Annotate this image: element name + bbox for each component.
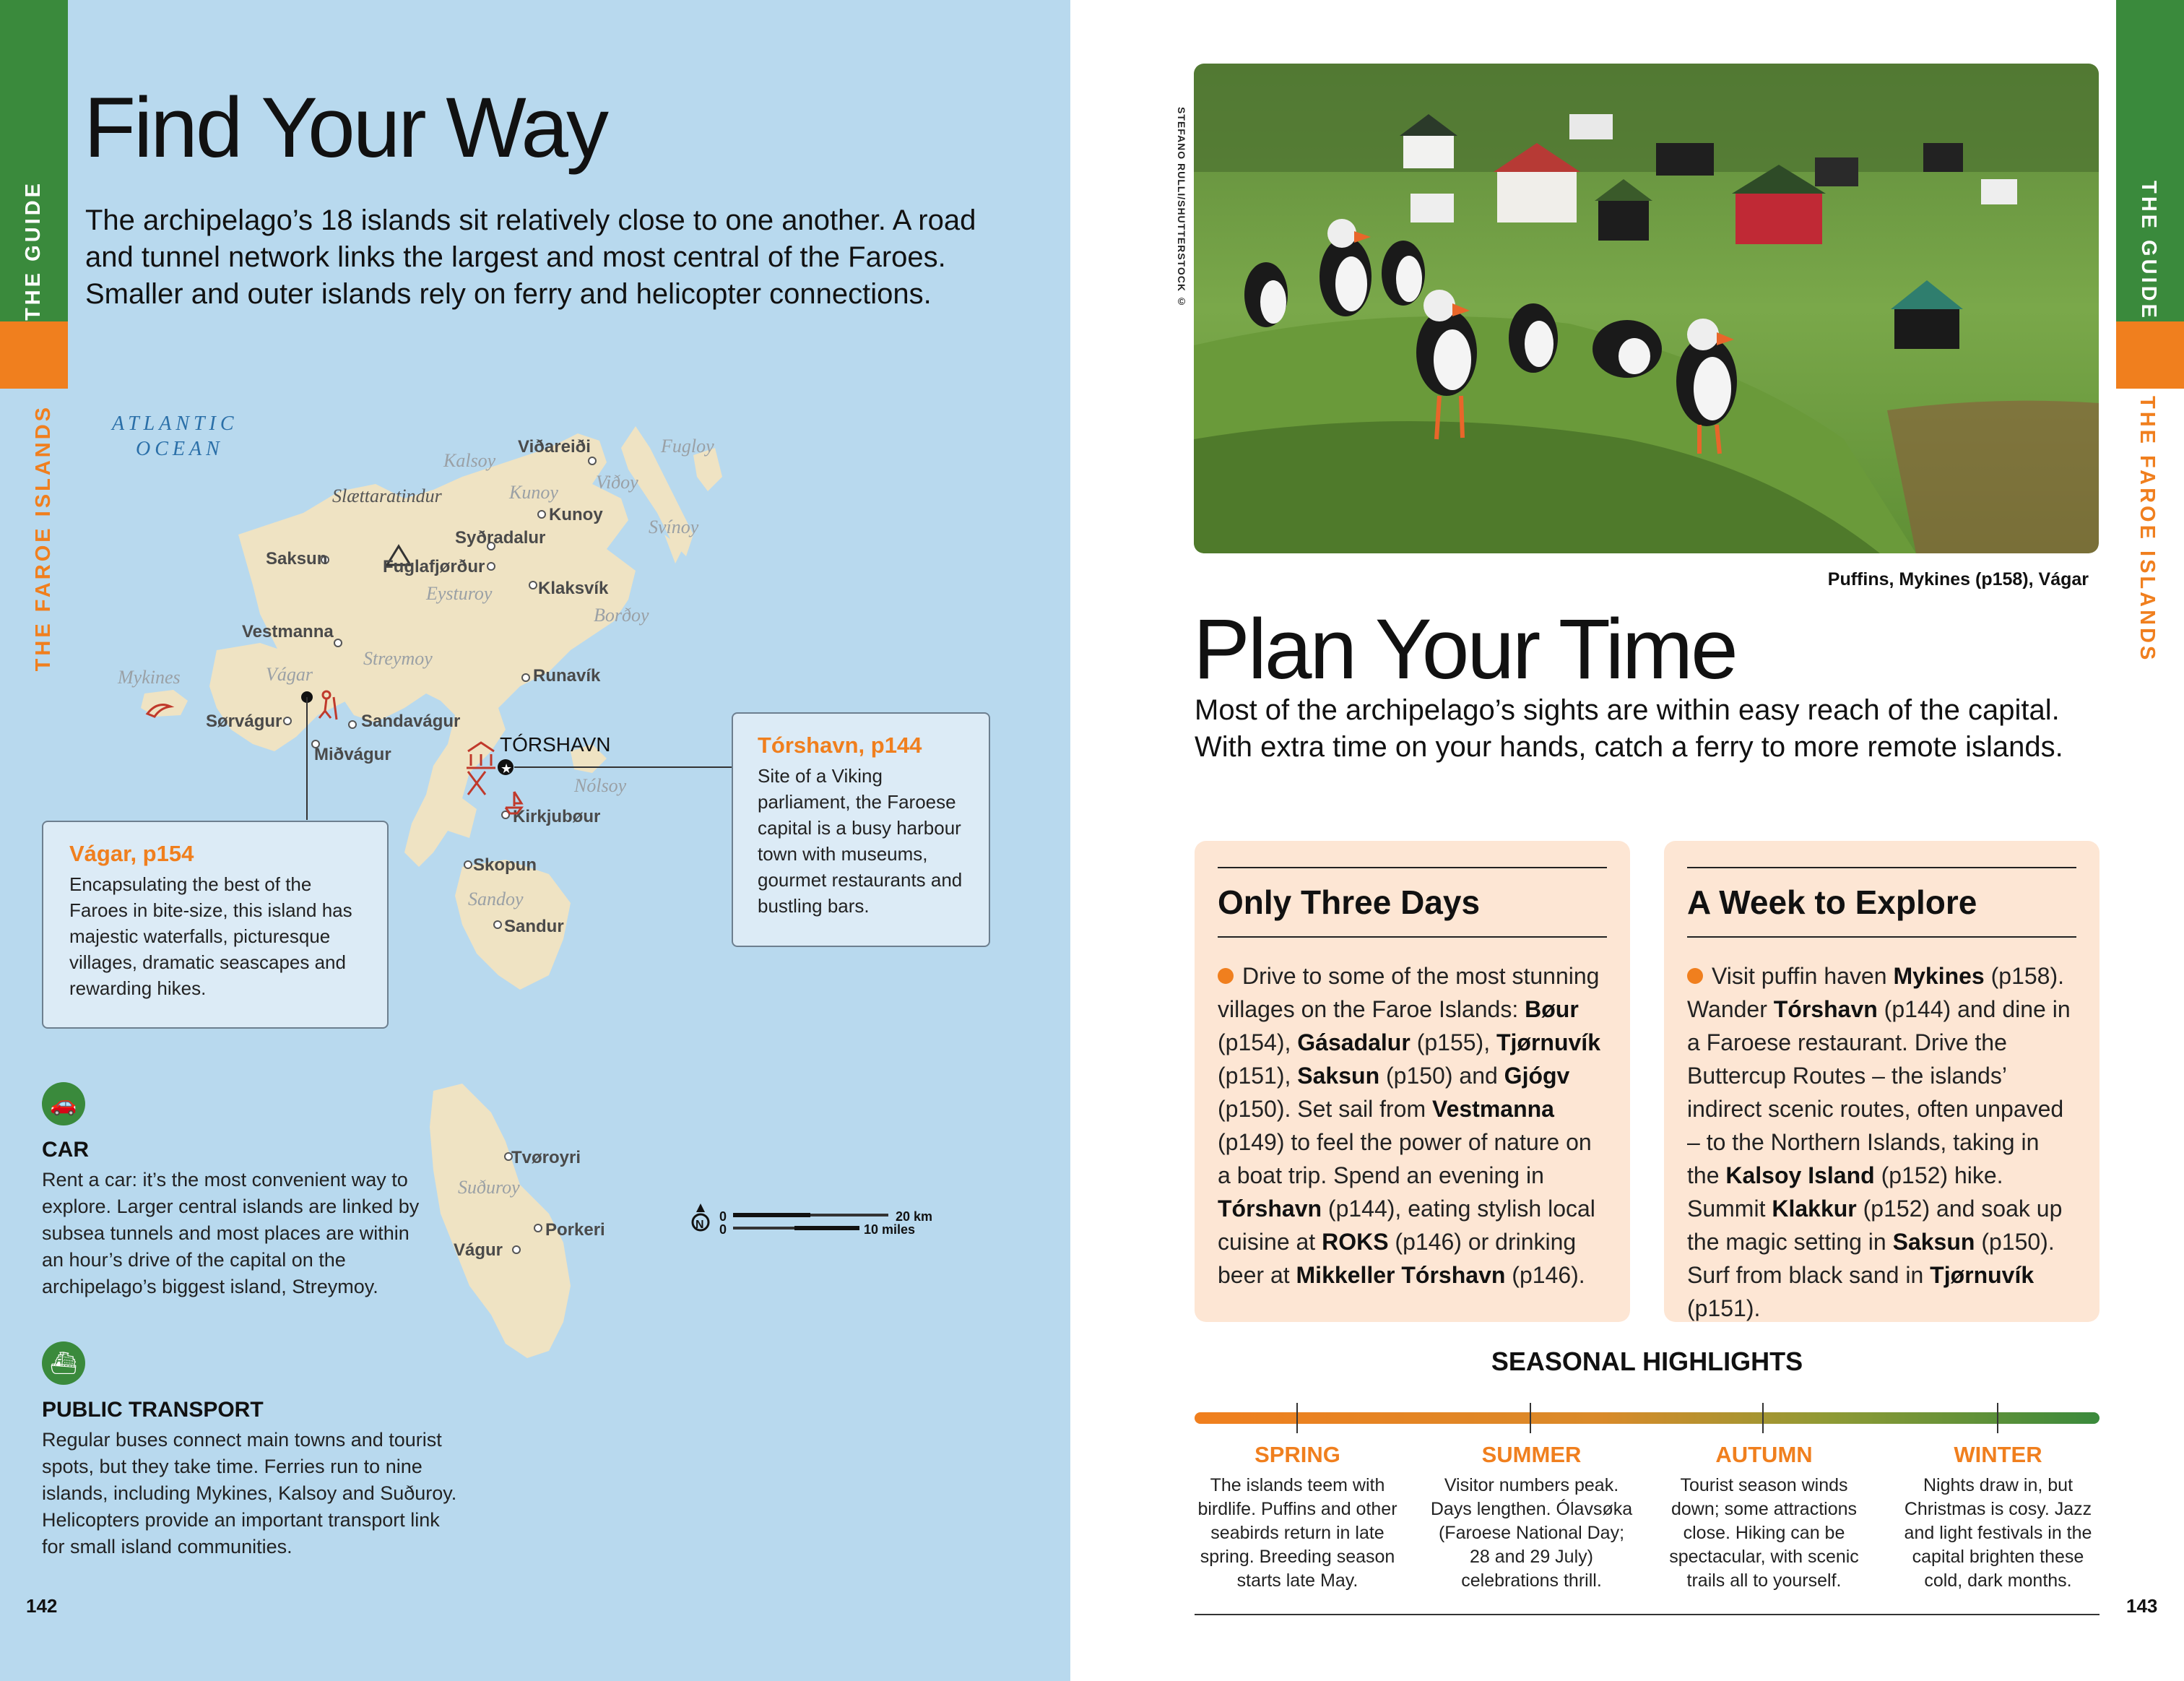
card-mid-rule: [1687, 936, 2076, 938]
bullet-icon: [1687, 968, 1703, 984]
week-text-10: (p150). Surf from black sand in: [1687, 1229, 2055, 1288]
island-label-sandoy: Sandoy: [468, 889, 524, 909]
three-days-text-6: (p151),: [1218, 1063, 1298, 1089]
island-label-kalsoy: Kalsoy: [443, 450, 496, 471]
timeline-tick-1: [1296, 1403, 1298, 1433]
season-summer-desc: Visitor numbers peak. Days lengthen. Ólavsøka (Faroese National Day; 28 and 29 July) celebrations thrill.: [1430, 1475, 1633, 1591]
card-week-to-explore: [1664, 841, 2100, 1322]
side-tab-guide-label: THE GUIDE: [22, 181, 45, 321]
season-autumn-name: AUTUMN: [1715, 1442, 1813, 1467]
public-transport-body: Regular buses connect main towns and tourist spots, but they take time. Ferries run to nine islands, including Mykines, Kalsoy and Suðuroy. Helicopters provide an important transport link for small island communities.: [42, 1429, 457, 1557]
town-label-skopun: Skopun: [473, 855, 537, 875]
island-label-bordoy: Borðoy: [594, 605, 649, 626]
week-text-4: (p144) and dine in a Faroese restaurant. Drive the Buttercup Routes – the islands’ indirect scenic routes, often unpaved – to the Northern Islands, taking in the: [1687, 996, 2071, 1188]
capital-label: TÓRSHAVN: [500, 733, 611, 756]
season-winter: [1895, 1442, 2101, 1593]
card-three-days-text: [1218, 963, 1600, 1288]
bullet-icon: [1218, 968, 1234, 984]
side-tab-faroe-right-label: THE FAROE ISLANDS: [2136, 396, 2159, 663]
card-top-rule: [1218, 867, 1607, 868]
card-three-days-body: [1218, 959, 1607, 1292]
week-text-0: Visit puffin haven: [1712, 963, 1894, 989]
island-label-suduroy: Suðuroy: [458, 1177, 520, 1198]
plan-intro: Most of the archipelago’s sights are within easy reach of the capital. With extra time on your hands, catch a ferry to more remote islands.: [1195, 694, 2063, 763]
three-days-highlight-1: Bøur: [1525, 996, 1579, 1022]
side-tab-guide-right-label: THE GUIDE: [2137, 181, 2160, 321]
callout-torshavn-body: Site of a Viking parliament, the Faroese capital is a busy harbour town with museums, gourmet restaurants and bustling bars.: [758, 765, 963, 917]
three-days-highlight-13: Tórshavn: [1218, 1196, 1322, 1222]
callout-torshavn-title: Tórshavn, p144: [758, 733, 922, 758]
ocean-label-line1: ATLANTIC: [112, 412, 238, 435]
callout-vagar-title: Vágar, p154: [69, 841, 194, 866]
town-label-sorvagur: Sørvágur: [206, 712, 282, 731]
season-summer: [1429, 1442, 1634, 1593]
town-label-vidareidi: Viðareiði: [518, 437, 591, 457]
scale-zero-miles: 0: [719, 1222, 727, 1237]
intro-text: The archipelago’s 18 islands sit relatively close to one another. A road and tunnel network links the largest and most central of the Faroes. Smaller and outer islands rely on ferry and helicopter connections.: [85, 204, 976, 310]
island-label-svinoy: Svínoy: [649, 517, 699, 537]
side-tab-guide-right: [2116, 0, 2184, 321]
peak-label: Slættaratindur: [332, 485, 442, 506]
three-days-highlight-15: ROKS: [1322, 1229, 1389, 1255]
town-label-midvagur: Miðvágur: [314, 745, 391, 764]
three-days-highlight-17: Mikkeller Tórshavn: [1296, 1262, 1506, 1288]
side-tab-faroe-label: THE FAROE ISLANDS: [32, 405, 55, 672]
season-timeline-bar: [1195, 1412, 2100, 1424]
three-days-highlight-11: Vestmanna: [1432, 1096, 1554, 1122]
three-days-text-8: (p150) and: [1379, 1063, 1504, 1089]
callout-torshavn: [732, 712, 990, 947]
island-label-eysturoy: Eysturoy: [426, 583, 493, 604]
side-tab-guide: [0, 0, 68, 321]
car-icon: 🚗: [42, 1082, 85, 1125]
three-days-text-18: (p146).: [1505, 1262, 1585, 1288]
island-label-fugloy: Fugloy: [661, 436, 714, 457]
season-winter-name: WINTER: [1954, 1442, 2042, 1467]
capital-star-glyph: ★: [500, 761, 513, 776]
town-label-porkeri: Porkeri: [545, 1220, 605, 1240]
card-three-days-title: Only Three Days: [1218, 883, 1481, 921]
town-label-sydradalur: Syðradalur: [455, 528, 546, 548]
town-label-kirkjubour: Kirkjubøur: [513, 807, 601, 826]
card-only-three-days: [1195, 841, 1630, 1322]
photo-caption: Puffins, Mykines (p158), Vágar: [1827, 569, 2089, 589]
town-label-sandavagur: Sandavágur: [361, 712, 461, 731]
scale-miles-label: 10 miles: [864, 1222, 916, 1237]
card-top-rule: [1687, 867, 2076, 868]
season-autumn: [1661, 1442, 1867, 1593]
seasonal-heading: SEASONAL HIGHLIGHTS: [1491, 1347, 1803, 1376]
page-title: Find Your Way: [84, 80, 607, 176]
week-text-12: (p151).: [1687, 1295, 1761, 1321]
season-spring: [1195, 1442, 1400, 1593]
three-days-text-12: (p149) to feel the power of nature on a boat trip. Spend an evening in: [1218, 1129, 1592, 1188]
timeline-tick-3: [1762, 1403, 1764, 1433]
timeline-tick-4: [1997, 1403, 1998, 1433]
timeline-tick-2: [1530, 1403, 1531, 1433]
week-text-8: (p152) and soak up the magic setting in: [1687, 1196, 2063, 1255]
left-page: [0, 0, 1070, 1681]
photo-credit: STEFANO RULLI/SHUTTERSTOCK ©: [1176, 107, 1187, 308]
island-label-vidoy: Viðoy: [596, 472, 638, 493]
card-mid-rule: [1218, 936, 1607, 938]
island-label-nolsoy: Nólsoy: [574, 775, 627, 796]
restaurant-icon: [468, 772, 485, 795]
side-tab-orange: [0, 321, 68, 389]
ferry-icon: ⛴: [42, 1341, 85, 1385]
page-number-right: 143: [2126, 1595, 2158, 1617]
town-label-kunoy: Kunoy: [549, 505, 603, 524]
three-days-highlight-9: Gjógv: [1504, 1063, 1570, 1089]
town-label-tvoroyri: Tvøroyri: [511, 1148, 581, 1167]
week-highlight-7: Klakkur: [1772, 1196, 1857, 1222]
season-spring-name: SPRING: [1254, 1442, 1340, 1467]
plan-title: Plan Your Time: [1193, 602, 1736, 697]
week-text-2: (p158). Wander: [1687, 963, 2064, 1022]
car-heading: CAR: [42, 1138, 89, 1162]
island-label-kunoy: Kunoy: [509, 482, 558, 503]
town-label-sandur: Sandur: [504, 917, 564, 936]
puffins-photo: [1194, 64, 2099, 553]
three-days-highlight-7: Saksun: [1297, 1063, 1380, 1089]
season-summer-name: SUMMER: [1481, 1442, 1582, 1467]
island-label-streymoy: Streymoy: [363, 648, 433, 669]
three-days-highlight-3: Gásadalur: [1297, 1029, 1410, 1055]
seasonal-bottom-rule: [1195, 1614, 2100, 1615]
island-label-mykines: Mykines: [118, 667, 181, 688]
public-transport-heading: PUBLIC TRANSPORT: [42, 1398, 264, 1422]
callout-vagar-body: Encapsulating the best of the Faroes in bite-size, this island has majestic waterfalls, picturesque villages, dramatic seascapes and rewarding hikes.: [69, 873, 352, 999]
season-spring-desc: The islands teem with birdlife. Puffins and other seabirds return in late spring. Breeding season starts late May.: [1197, 1475, 1398, 1591]
north-arrow-glyph: N: [696, 1219, 704, 1231]
three-days-text-2: (p154),: [1218, 1029, 1298, 1055]
callout-vagar: [42, 821, 389, 1029]
week-highlight-3: Tórshavn: [1773, 996, 1878, 1022]
three-days-text-0: Drive to some of the most stunning villages on the Faroe Islands:: [1218, 963, 1600, 1022]
car-body: Rent a car: it’s the most convenient way to explore. Larger central islands are linked by subsea tunnels and most places are within an hour’s drive of the capital on the archipelago’s biggest island, Streymoy.: [42, 1169, 420, 1297]
week-highlight-11: Tjørnuvík: [1930, 1262, 2034, 1288]
scale-zero-km: 0: [719, 1209, 727, 1224]
season-autumn-desc: Tourist season winds down; some attractions close. Hiking can be spectacular, with scenic trails all to yourself.: [1669, 1475, 1859, 1591]
town-label-runavik: Runavík: [533, 666, 601, 686]
card-week-text: [1687, 963, 2071, 1321]
card-week-body: [1687, 959, 2076, 1325]
week-text-6: (p152) hike. Summit: [1687, 1162, 2003, 1222]
island-label-vagar: Vágar: [266, 664, 313, 685]
season-winter-desc: Nights draw in, but Christmas is cosy. Jazz and light festivals in the capital brighten these cold, dark months.: [1904, 1475, 2092, 1591]
ocean-label-line2: OCEAN: [136, 438, 224, 460]
three-days-text-10: (p150). Set sail from: [1218, 1096, 1432, 1122]
scale-bar: [693, 1204, 932, 1237]
week-highlight-1: Mykines: [1893, 963, 1985, 989]
town-label-fuglafjordur: Fuglafjørður: [383, 557, 485, 576]
town-label-saksun: Saksun: [266, 549, 328, 569]
three-days-text-14: (p144), eating stylish local cuisine at: [1218, 1196, 1595, 1255]
side-tab-orange-right: [2116, 321, 2184, 389]
three-days-text-4: (p155),: [1410, 1029, 1496, 1055]
town-label-vestmanna: Vestmanna: [242, 622, 334, 641]
town-label-klaksvik: Klaksvík: [538, 579, 609, 598]
card-week-title: A Week to Explore: [1687, 883, 1977, 921]
week-highlight-5: Kalsoy Island: [1725, 1162, 1875, 1188]
three-days-text-16: (p146) or drinking beer at: [1218, 1229, 1577, 1288]
page-number-left: 142: [26, 1595, 58, 1617]
right-page: [1070, 0, 2184, 1681]
town-label-vagur: Vágur: [454, 1240, 503, 1260]
three-days-highlight-5: Tjørnuvík: [1496, 1029, 1600, 1055]
week-highlight-9: Saksun: [1892, 1229, 1975, 1255]
scale-km-label: 20 km: [896, 1209, 933, 1224]
